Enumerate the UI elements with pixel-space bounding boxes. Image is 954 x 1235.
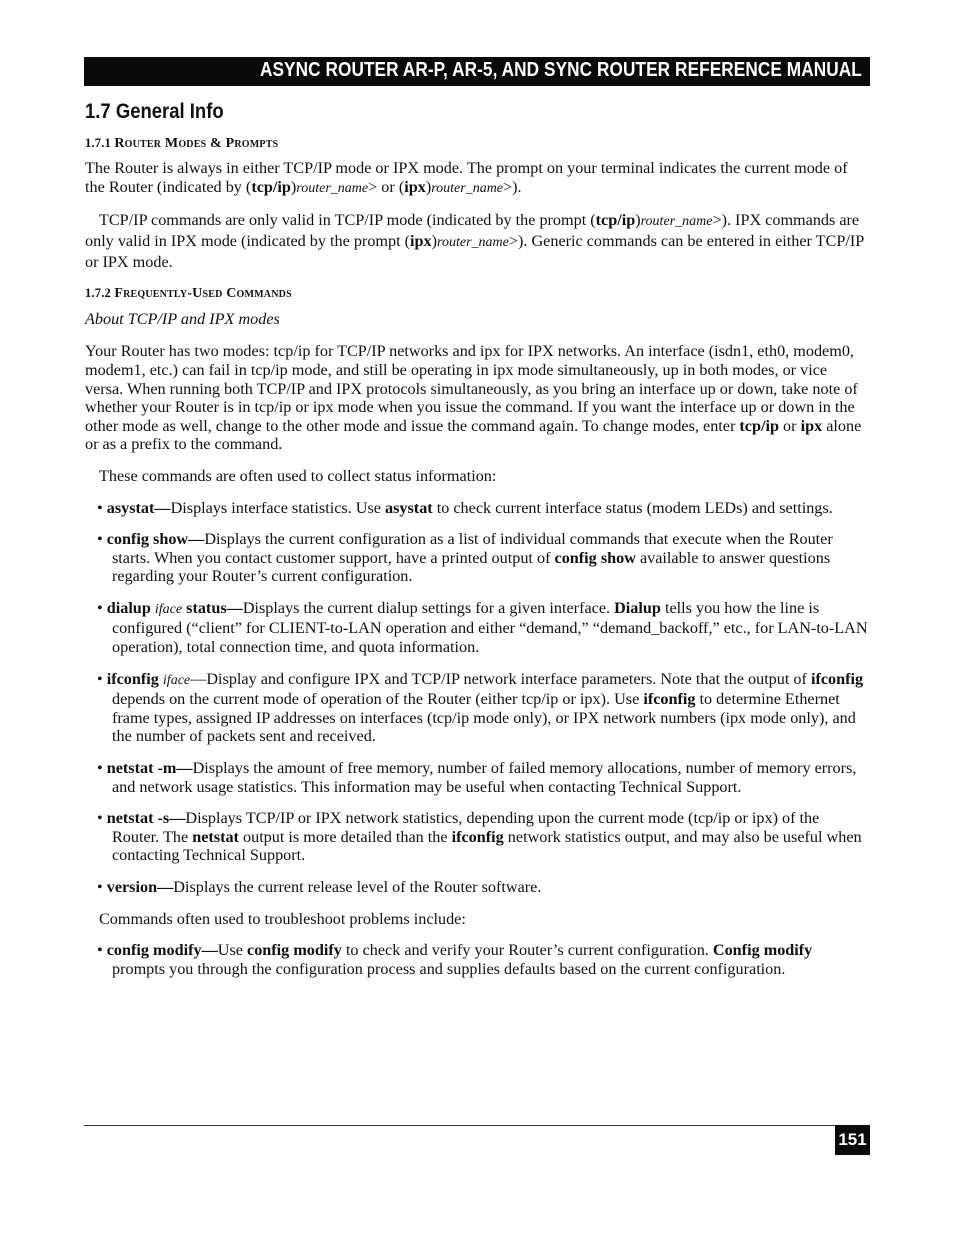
command-text: netstat -m—: [106, 759, 193, 778]
text: Displays the amount of free memory, number of failed memory allocations, number of memory errors, and network usage statistics. This information may be useful when contacting Technical Support.: [112, 759, 857, 796]
text: > or (: [368, 177, 405, 196]
variable-text: router_name: [640, 214, 713, 230]
section-heading: 1.7 General Info: [85, 100, 224, 123]
status-intro: These commands are often used to collect status information:: [99, 466, 497, 485]
text: Displays the current configuration as a list of individual commands that execute when the Router starts. When you contact customer support, have a printed output of: [112, 530, 833, 567]
footer-rule: [84, 1125, 870, 1126]
text: TCP/IP commands are only valid in TCP/IP mode (indicated by the prompt (: [99, 211, 596, 230]
command-text: config show—: [106, 530, 205, 549]
text: output is more detailed than the: [238, 827, 452, 846]
text: Displays TCP/IP or IPX network statistics, depending upon the current mode (tcp/ip or ipx) of the Router. The: [112, 809, 820, 846]
subsection-heading-router-modes: [85, 134, 869, 154]
manual-title: ASYNC ROUTER AR-P, AR-5, AND SYNC ROUTER REFERENCE MANUAL: [260, 59, 862, 81]
text: Your Router has two modes: tcp/ip for TCP/IP networks and ipx for IPX networks. An interface (isdn1, eth0, modem0, modem1, etc.) can fail in tcp/ip mode, and still be operating in ipx mode simultaneously, up in both modes, or vice versa. When running both TCP/IP and IPX protocols simultaneously, as you bring an interface up or down, take note of whether your Router is in tcp/ip or ipx mode when you issue the command. If you want the interface up or down in the other mode as well, change to the other mode and issue the command again. To change modes, enter: [85, 342, 858, 435]
variable-text: router_name: [431, 180, 504, 196]
command-text: asystat—: [106, 498, 171, 517]
variable-text: iface: [154, 601, 183, 617]
running-header: [84, 57, 870, 86]
variable-text: iface: [162, 672, 191, 688]
text: to determine Ethernet frame types, assigned IP addresses on interfaces (tcp/ip mode only), or IPX network numbers (ipx mode only), and the number of packets sent and received.: [112, 690, 856, 746]
subsection-number: 1.7.1: [85, 135, 111, 150]
text: ): [635, 211, 641, 230]
text: Use: [217, 941, 248, 960]
paragraph-modes: [85, 342, 869, 454]
command-text: config modify: [247, 941, 342, 960]
page-number: 151: [835, 1125, 870, 1155]
command-text: ifconfig: [810, 669, 864, 688]
paragraph-command-validity: [85, 211, 869, 271]
subsection-number: 1.7.2: [85, 286, 111, 301]
text: ): [425, 177, 432, 196]
subsection-title: Router Modes & Prompts: [114, 135, 279, 151]
command-text: ipx: [404, 177, 426, 196]
troubleshoot-intro: Commands often used to troubleshoot problems include:: [99, 909, 466, 928]
subsection-title: Frequently-Used Commands: [114, 286, 292, 302]
command-text: tcp/ip: [595, 211, 636, 230]
command-text: Dialup: [614, 598, 661, 617]
command-text: dialup: [106, 598, 151, 617]
command-text: netstat: [192, 827, 239, 846]
list-item-config-modify: • config modify—Use config modify to check and verify your Router’s current configuration. Config modify prompts you through the configuration process and supplies defaults based on the current configuration.: [97, 941, 813, 978]
list-item-netstat-m: • netstat -m—Displays the amount of free memory, number of failed memory allocations, number of memory errors, and network usage statistics. This information may be useful when contacting Technical Support.: [97, 759, 857, 796]
list-item-netstat-s: • netstat -s—Displays TCP/IP or IPX network statistics, depending upon the current mode (tcp/ip or ipx) of the Router. The netstat output is more detailed than the ifconfig network statistics output, and may also be useful when contacting Technical Support.: [97, 809, 862, 865]
variable-text: router_name: [296, 180, 369, 196]
command-text: ifconfig: [451, 827, 504, 846]
command-text: tcp/ip: [251, 177, 291, 196]
text: prompts you through the configuration process and supplies defaults based on the current configuration.: [112, 959, 786, 978]
list-item-version: • version—Displays the current release level of the Router software.: [97, 878, 542, 896]
text: Displays the current release level of the Router software.: [173, 878, 542, 896]
variable-text: router_name: [437, 234, 509, 250]
list-item-asystat: • asystat—Displays interface statistics. Use asystat to check current interface status (modem LEDs) and settings.: [97, 498, 833, 517]
command-text: asystat: [385, 498, 433, 517]
text: to check current interface status (modem LEDs) and settings.: [432, 498, 833, 517]
text: ): [290, 177, 297, 196]
text: available to answer questions regarding your Router’s current configuration.: [112, 548, 831, 586]
text: —Display and configure IPX and TCP/IP network interface parameters. Note that the output of: [190, 669, 811, 688]
text: depends on the current mode of operation of the Router (either tcp/ip or ipx). Use: [112, 690, 644, 709]
command-text: tcp/ip: [739, 416, 779, 435]
list-item-config-show: • config show—Displays the current configuration as a list of individual commands that execute when the Router starts. When you contact customer support, have a printed output of config show available to answer questions regarding your Router’s current configuration.: [97, 530, 833, 586]
text: to check and verify your Router’s current configuration.: [341, 941, 713, 960]
command-text: config show: [554, 548, 636, 567]
command-text: ipx: [410, 231, 432, 250]
command-text: Config modify: [712, 941, 813, 960]
text: tells you how the line is configured (“client” for CLIENT-to-LAN operation and either “demand,” “demand_backoff,” etc., for LAN-to-LAN operation), total connection time, and quota information.: [112, 598, 868, 657]
italic-subheading: About TCP/IP and IPX modes: [85, 309, 280, 328]
text: Displays the current dialup settings for a given interface.: [242, 598, 615, 617]
text: >).: [503, 177, 522, 196]
text: >). Generic commands can be entered in either TCP/IP or IPX mode.: [85, 231, 864, 271]
command-text: status—: [186, 598, 243, 617]
command-text: ipx: [800, 416, 823, 435]
command-text: netstat -s—: [106, 809, 186, 828]
text: The Router is always in either TCP/IP mode or IPX mode. The prompt on your terminal indicates the current mode of the Router (indicated by (: [85, 159, 848, 196]
text: alone or as a prefix to the command.: [85, 416, 862, 454]
text: >). IPX commands are only valid in IPX mode (indicated by the prompt (: [85, 211, 860, 250]
text: ): [431, 231, 438, 250]
text: network statistics output, and may also be useful when contacting Technical Support.: [112, 827, 862, 865]
text: or: [779, 416, 801, 435]
command-text: ifconfig: [643, 690, 696, 709]
command-text: version—: [106, 878, 174, 896]
command-text: config modify—: [106, 941, 218, 960]
text: Displays interface statistics. Use: [170, 498, 386, 517]
page-body: [85, 100, 869, 991]
list-item-ifconfig: • ifconfig iface—Display and configure IPX and TCP/IP network interface parameters. Note that the output of ifconfig depends on the current mode of operation of the Router (either tcp/ip or ipx). Use ifconfig to determine Ethernet frame types, assigned IP addresses on interfaces (tcp/ip mode only), or IPX network numbers (ipx mode only), and the number of packets sent and received.: [97, 669, 864, 746]
subsection-heading-frequently-used: [85, 284, 869, 304]
list-item-dialup: • dialup iface status—Displays the current dialup settings for a given interface. Dialup tells you how the line is configured (“client” for CLIENT-to-LAN operation and either “demand,” “demand_backoff,” etc., for LAN-to-LAN operation), total connection time, and quota information.: [97, 598, 868, 657]
command-text: ifconfig: [106, 669, 159, 688]
paragraph-router-modes: [85, 159, 869, 198]
